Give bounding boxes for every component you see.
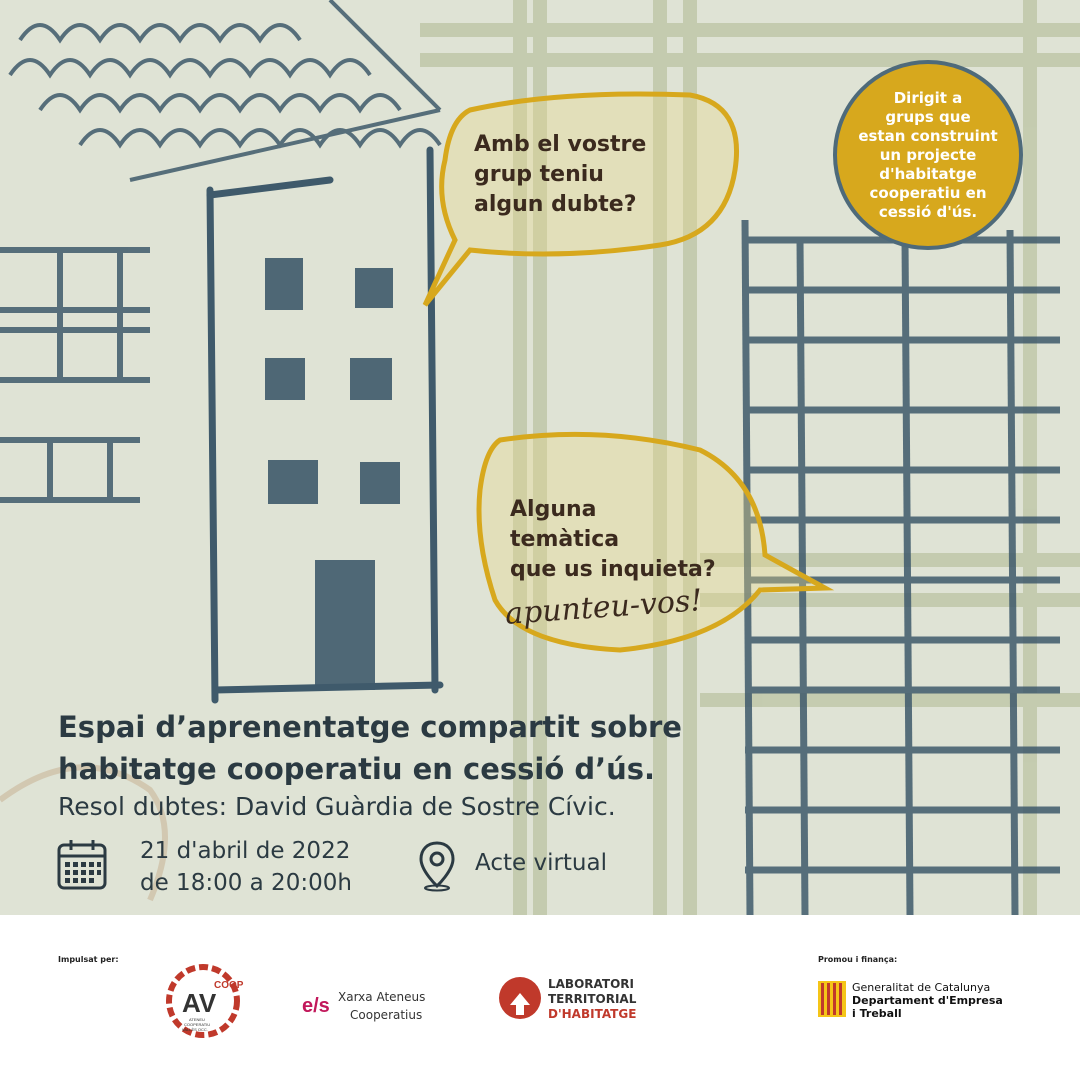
sponsor-footer [0,915,1080,1080]
xarxa-line: Xarxa Ateneus [338,990,426,1004]
promou-label: Promou i finança: [818,955,898,964]
bubble2-line: temàtica [510,527,620,552]
bubble2-line: Alguna [510,497,597,522]
lab-line: TERRITORIAL [548,992,637,1006]
signup-call: apunteu-vos! [504,583,704,632]
impulsat-label: Impulsat per: [58,955,119,964]
event-location: Acte virtual [475,850,607,876]
bubble1-line: algun dubte? [474,192,637,217]
audience-badge [833,60,1023,250]
lab-line: LABORATORI [548,977,634,991]
badge-line: cooperatiu en [869,183,987,202]
location-pin-icon [417,840,457,892]
calendar-icon [57,838,107,890]
house-icon [497,975,543,1021]
badge-line: un projecte [879,145,977,164]
avcoop-logo [162,960,244,1042]
xarxa-mark: e/s [302,995,330,1017]
bubble2-line: que us inquieta? [510,557,716,582]
event-subtitle: Resol dubtes: David Guàrdia de Sostre Cívic. [58,792,616,821]
event-date: 21 d'abril de 2022 [140,838,351,864]
event-title: Espai d’aprenentatge compartit sobre [58,710,682,744]
gen-line: i Treball [852,1007,902,1020]
xarxa-name [338,988,425,1024]
badge-line: d'habitatge [879,164,977,183]
gen-line: Generalitat de Catalunya [852,981,991,994]
lab-line: D'HABITATGE [548,1007,637,1021]
gen-line: Departament d'Empresa [852,994,1003,1007]
avcoop-sub: VALLÈS OCC. [182,1027,208,1032]
speech-bubble-question [474,130,646,220]
badge-line: cessió d'ús. [878,202,978,221]
laboratori-name [548,977,636,1022]
generalitat-flag-icon [818,981,846,1017]
avcoop-big: AV [182,988,217,1018]
avcoop-sub: COOPERATIU [184,1022,211,1027]
bubble1-line: grup teniu [474,162,604,187]
bubble1-line: Amb el vostre [474,132,647,157]
avcoop-small: COOP [214,980,244,991]
badge-line: estan construint [858,126,998,145]
xarxa-line: Cooperatius [350,1008,423,1022]
badge-line: grups que [885,107,971,126]
generalitat-name [852,981,1003,1020]
event-time: de 18:00 a 20:00h [140,870,352,896]
xarxa-logo-mark [302,988,336,1022]
speech-bubble-topic [510,495,716,585]
event-title: habitatge cooperatiu en cessió d’ús. [58,752,656,786]
badge-line: Dirigit a [893,88,963,107]
avcoop-sub: ATENEU [189,1017,205,1022]
